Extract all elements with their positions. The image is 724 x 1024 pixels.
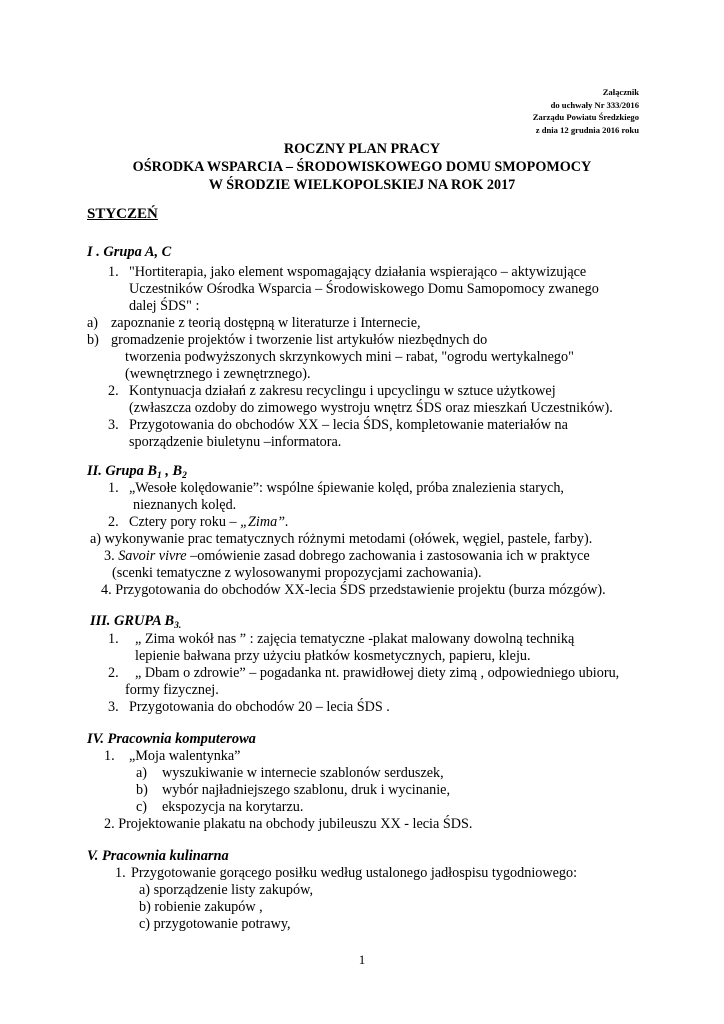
paragraph-line: 2. Projektowanie plakatu na obchody jubileuszu XX - lecia ŚDS. bbox=[104, 816, 473, 832]
heading-text: , B bbox=[161, 463, 183, 479]
paragraph-line bbox=[129, 514, 289, 531]
paragraph-line: Kontynuacja działań z zakresu recyclingu i upcyclingu w sztuce użytkowej bbox=[129, 383, 556, 399]
paragraph-line: „ Zima wokół nas ” : zajęcia tematyczne -plakat malowany dowolną techniką bbox=[135, 631, 575, 647]
list-letter: a) bbox=[136, 765, 148, 781]
heading-subscript: 2 bbox=[182, 471, 187, 481]
title-line: ROCZNY PLAN PRACY bbox=[283, 141, 441, 157]
list-letter: b) bbox=[136, 782, 148, 798]
list-letter: c) bbox=[136, 799, 148, 815]
paragraph-line: wybór najładniejszego szablonu, druk i wycinanie, bbox=[162, 782, 451, 798]
heading-subscript: 3. bbox=[174, 621, 182, 631]
text-emphasis: Savoir vivre bbox=[118, 548, 187, 564]
section-heading: I . Grupa A, C bbox=[87, 244, 172, 260]
annex-line: do uchwały Nr 333/2016 bbox=[550, 99, 639, 110]
paragraph-line: Przygotowania do obchodów 20 – lecia ŚDS . bbox=[129, 699, 390, 715]
list-number: 3. bbox=[108, 699, 119, 715]
paragraph-line: sporządzenie biuletynu –informatora. bbox=[129, 434, 342, 450]
paragraph-line: Uczestników Ośrodka Wsparcia – Środowiskowego Domu Samopomocy zwanego bbox=[129, 281, 599, 297]
section-heading: IV. Pracownia komputerowa bbox=[87, 731, 256, 747]
annex-line: Załącznik bbox=[602, 87, 639, 97]
paragraph-line: lepienie bałwana przy użyciu płatków kosmetycznych, papieru, kleju. bbox=[135, 648, 531, 664]
paragraph-line: a) sporządzenie listy zakupów, bbox=[139, 882, 313, 898]
list-letter: a) bbox=[87, 315, 99, 331]
paragraph-line: (scenki tematyczne z wylosowanymi propozycjami zachowania). bbox=[112, 565, 482, 581]
paragraph-line: (zwłaszcza ozdoby do zimowego wystroju wnętrz ŚDS oraz mieszkań Uczestników). bbox=[129, 400, 613, 416]
paragraph-line: zapoznanie z teorią dostępną w literaturze i Internecie, bbox=[111, 315, 421, 331]
heading-text: II. Grupa B bbox=[87, 463, 157, 479]
paragraph-line: c) przygotowanie potrawy, bbox=[139, 916, 291, 932]
title-line: W ŚRODZIE WIELKOPOLSKIEJ NA ROK 2017 bbox=[208, 177, 516, 193]
paragraph-line: "Hortiterapia, jako element wspomagający działania wspierająco – aktywizujące bbox=[129, 264, 587, 280]
paragraph-line: formy fizycznej. bbox=[125, 682, 219, 698]
paragraph-line: „Wesołe kolędowanie”: wspólne śpiewanie kolęd, próba znalezienia starych, bbox=[129, 480, 564, 496]
list-number: 2. bbox=[108, 665, 119, 681]
list-number: 3. bbox=[108, 417, 119, 433]
paragraph-line: Przygotowania do obchodów XX – lecia ŚDS, kompletowanie materiałów na bbox=[129, 417, 568, 433]
paragraph-line: wyszukiwanie w internecie szablonów serduszek, bbox=[162, 765, 444, 781]
list-number: 3. bbox=[104, 548, 115, 564]
annex-line: z dnia 12 grudnia 2016 roku bbox=[535, 124, 639, 135]
paragraph-line: tworzenia podwyższonych skrzynkowych mini – rabat, "ogrodu wertykalnego" bbox=[125, 349, 574, 365]
list-letter: b) bbox=[87, 332, 99, 348]
text-emphasis: „Zima”. bbox=[240, 514, 289, 530]
paragraph-line: „ Dbam o zdrowie” – pogadanka nt. prawidłowej diety zimą , odpowiedniego ubioru, bbox=[135, 665, 620, 681]
section-heading bbox=[87, 463, 187, 481]
text-run: –omówienie zasad dobrego zachowania i zastosowania ich w praktyce bbox=[186, 548, 590, 564]
list-number: 1. bbox=[108, 631, 119, 647]
paragraph-line: Przygotowanie gorącego posiłku według ustalonego jadłospisu tygodniowego: bbox=[131, 865, 578, 881]
list-number: 1. bbox=[115, 865, 126, 881]
paragraph-line: nieznanych kolęd. bbox=[133, 497, 237, 513]
paragraph-line: ekspozycja na korytarzu. bbox=[162, 799, 304, 815]
month-heading: STYCZEŃ bbox=[87, 206, 158, 222]
heading-text: III. GRUPA B bbox=[90, 613, 175, 629]
paragraph-line: 4. Przygotowania do obchodów XX-lecia ŚDS przedstawienie projektu (burza mózgów). bbox=[101, 582, 606, 598]
text-run: Cztery pory roku – bbox=[129, 514, 241, 530]
section-heading bbox=[90, 613, 181, 631]
paragraph-line: (wewnętrznego i zewnętrznego). bbox=[125, 366, 311, 382]
title-line: OŚRODKA WSPARCIA – ŚRODOWISKOWEGO DOMU SMOPOMOCY bbox=[132, 159, 592, 175]
paragraph-line bbox=[104, 548, 590, 565]
list-number: 2. bbox=[108, 514, 119, 530]
list-number: 2. bbox=[108, 383, 119, 399]
annex-note bbox=[533, 86, 639, 136]
list-number: 1. bbox=[104, 748, 115, 764]
document-title bbox=[0, 140, 724, 194]
section-heading: V. Pracownia kulinarna bbox=[87, 848, 229, 864]
list-number: 1. bbox=[108, 480, 119, 496]
annex-line: Zarządu Powiatu Średzkiego bbox=[532, 112, 639, 123]
paragraph-line: a) wykonywanie prac tematycznych różnymi metodami (ołówek, węgiel, pastele, farby). bbox=[90, 531, 593, 547]
heading-subscript: 1 bbox=[156, 471, 162, 481]
paragraph-line: „Moja walentynka” bbox=[129, 748, 241, 764]
paragraph-line: dalej ŚDS" : bbox=[129, 298, 200, 314]
paragraph-line: b) robienie zakupów , bbox=[139, 899, 263, 915]
page-number: 1 bbox=[358, 952, 366, 967]
list-number: 1. bbox=[108, 264, 119, 280]
paragraph-line: gromadzenie projektów i tworzenie list artykułów niezbędnych do bbox=[111, 332, 488, 348]
